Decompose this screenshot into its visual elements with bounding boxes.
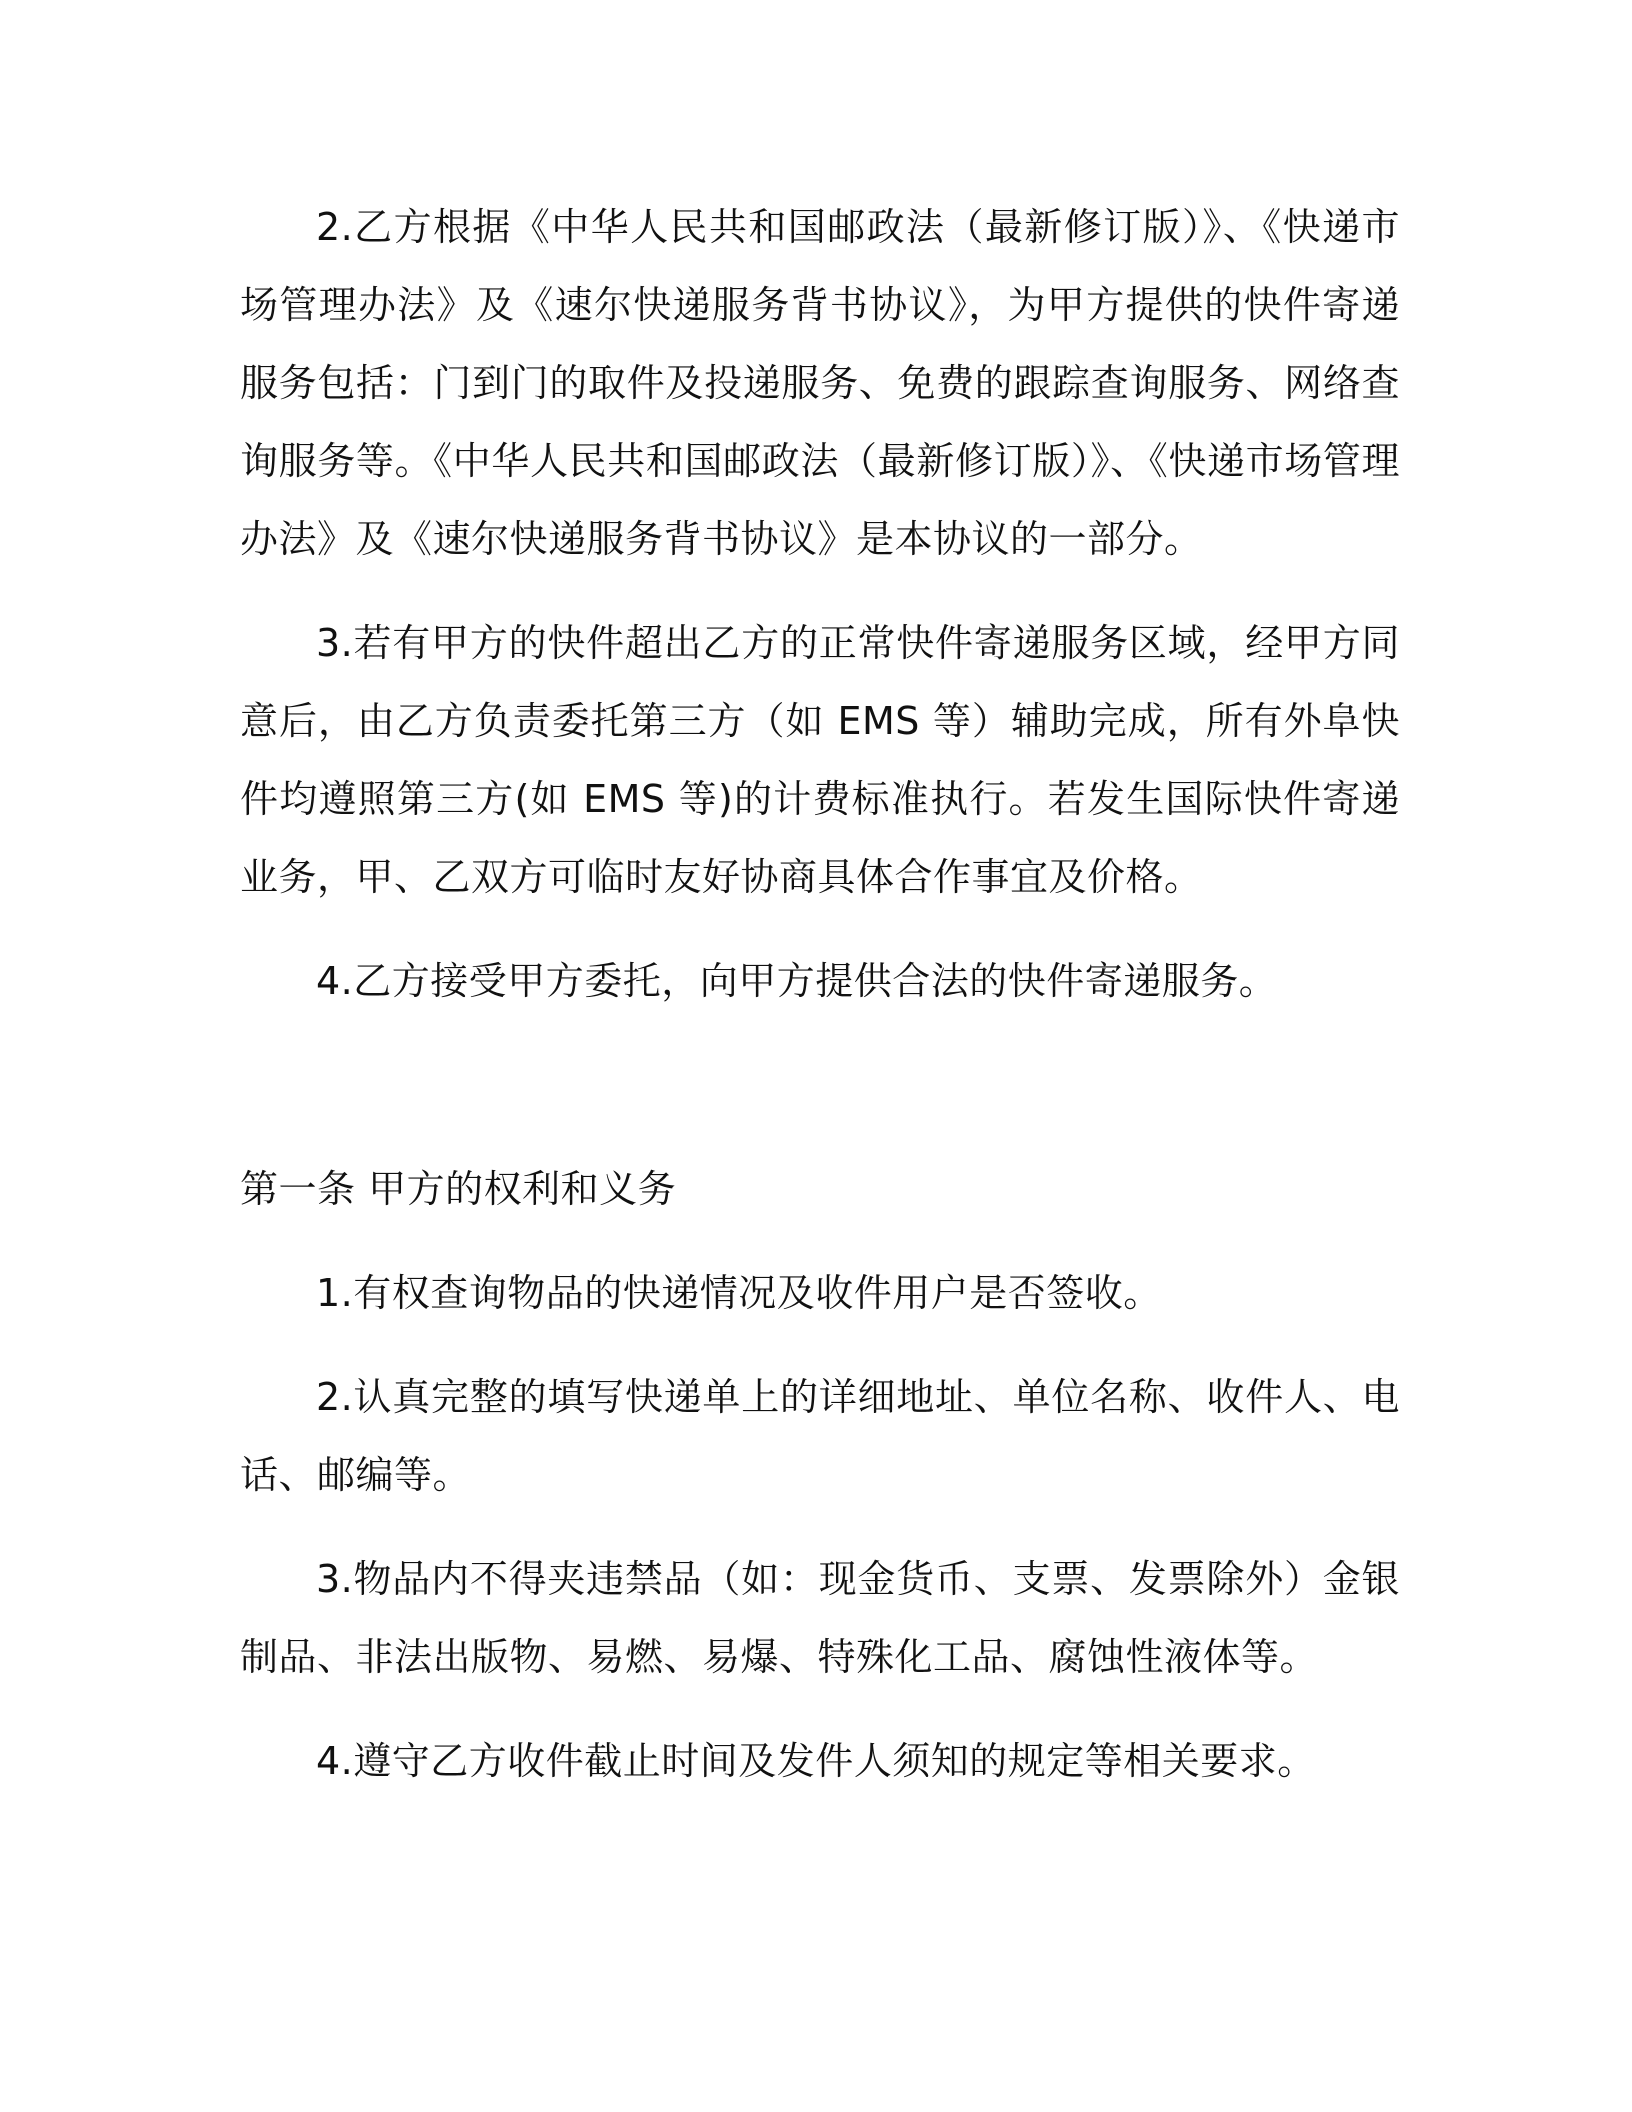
paragraph-spacer [240,1332,1400,1358]
section-heading: 第一条 甲方的权利和义务 [240,1167,677,1211]
paragraph-spacer [240,1696,1400,1722]
paragraph-third-party-delivery: 3.若有甲方的快件超出乙方的正常快件寄递服务区域，经甲方同意后，由乙方负责委托第三方（如 EMS 等）辅助完成，所有外阜快件均遵照第三方(如 EMS 等)的计费标准执行。若发生国际快件寄递业务，甲、乙双方可临时友好协商具体合作事宜及价格。 [240,621,1400,899]
paragraph-entrusted-service: 4.乙方接受甲方委托，向甲方提供合法的快件寄递服务。 [316,959,1278,1003]
section-spacer [240,1020,1400,1150]
paragraph-fill-waybill: 2.认真完整的填写快递单上的详细地址、单位名称、收件人、电话、邮编等。 [240,1375,1400,1497]
paragraph-spacer [240,578,1400,604]
paragraph-spacer [240,1514,1400,1540]
paragraph-spacer [240,1228,1400,1254]
paragraph-spacer [240,916,1400,942]
paragraph-query-right: 1.有权查询物品的快递情况及收件用户是否签收。 [316,1271,1162,1315]
paragraph-cutoff-time: 4.遵守乙方收件截止时间及发件人须知的规定等相关要求。 [316,1739,1316,1783]
document-body [240,188,1400,1800]
paragraph-service-scope: 2.乙方根据《中华人民共和国邮政法（最新修订版）》、《快递市场管理办法》及《速尔快递服务背书协议》，为甲方提供的快件寄递服务包括：门到门的取件及投递服务、免费的跟踪查询服务、网络查询服务等。《中华人民共和国邮政法（最新修订版）》、《快递市场管理办法》及《速尔快递服务背书协议》是本协议的一部分。 [240,205,1400,561]
paragraph-prohibited-items: 3.物品内不得夹违禁品（如：现金货币、支票、发票除外）金银制品、非法出版物、易燃、易爆、特殊化工品、腐蚀性液体等。 [240,1557,1400,1679]
